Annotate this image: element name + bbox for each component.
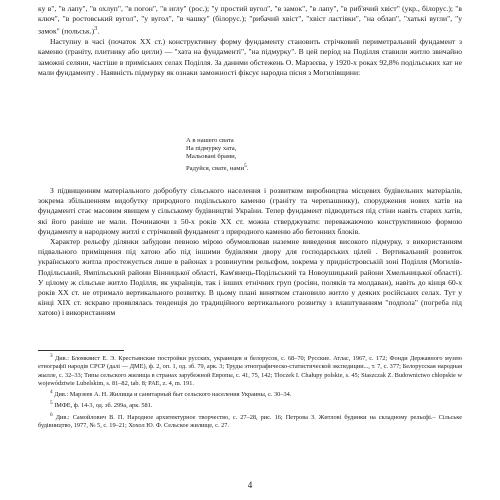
- footnote-6: $^6$ Див.: Самойлович В. П. Народное архитектурное творчество, с. 27–28, рис. 16; Петрова З. Житлові будинки на складному рельєфі.– Сільське будівництво, 1977, № 5, с. 19–21; Хохол Ю. Ф. Сельское жилище, с. 27.: [38, 411, 463, 429]
- page-number: 4: [247, 480, 253, 490]
- verse-line: Мальовані брами,: [186, 153, 237, 161]
- verse-line: А в нашего свата: [186, 137, 234, 144]
- verse-line: Радуйся, свате, нами$^5$.: [186, 162, 249, 172]
- paragraph-foundation: Наступну в часі (початок XX ст.) конструктивну форму фундаменту становить стрічковий периметральний фундамент з каменю (граніту, плитнику або цегли) — "хата на фундаменті", "на підмурку". В цей період на Поділля ставили житло звичайно заможні селяни, частіше в приміських селах Поділля. За даними обстежень О. Марзєєва, у 1920-х роках 92,8% подільських хат не мали фундаменту . Наявність підмурку як ознаки заможності фіксує народна пісня з Могилівщини:: [38, 37, 462, 77]
- footnotes: [38, 352, 462, 430]
- paragraph-continued: ку в", "в лапу", "в охлуп", "в погон", "в иглу" (рос.); "у простий вугол", "в замок", "в лапу", "в риб'ячий хвіст" (укр., білорус.); "в ключ", "в ростовський вугол", "у вугол", "в чашку" (білорус.); "рибачий хвіст", "хвіст ластівки", "на облап", "хатькі вугли", "у замок" (польськ.)$^3$.: [38, 4, 462, 36]
- verse-line: На підмурку хата,: [186, 145, 237, 153]
- paragraph-relief: Характер рельєфу ділянки забудови певною мірою обумовлював наземне виведення високого підмурку, з використанням підвального приміщення під хатою або під іншими будівлями двору для господарських цілей . Вертикальний розвиток українського житла простежується лише в районах з розвинутим рельєфом, зокрема у придністровській зоні Поділля (Могилів-Подільський, Ямпільський райони Вінницької області, Кам'янець-Подільський та Новоушицький райони Хмельницької області). У цілому ж сільське житло Поділля, як українців, так і інших етнічних груп (росіян, поляків та молдаван), навіть до кінця 60-х років XX ст. не отримало вертикального розвитку. В цьому плані винятком становило житло у деяких російських селах. Тут у кінці XIX ст. яскраво проявлялась тенденція до традиційного вертикального розвитку з влаштуванням "подпола" (погреба під хатою) і використанням: [38, 237, 462, 318]
- footnote-divider: [38, 350, 124, 351]
- folk-song-quote: [186, 137, 386, 173]
- body-text-top: [38, 4, 462, 78]
- paragraph-welfare: З підвищенням матеріального добробуту сільського населення і розвитком виробництва місцевих будівельних матеріалів, зокрема збільшенням видобутку природного подільського каменю (граніту та черепашнику), спорудження нових хатів на фундаменті стає масовим явищем у сільському будівництві України. Тепер фундамент підводиться під стіни навіть старих хатів, які його раніше не мали. Починаючи з 50-х років XX ст. можна стверджувати: переважаючою конструктивною формою фундаменту в народному житлі є стрічковий фундамент з природного каменю або бетонних блоків.: [38, 186, 462, 236]
- body-text-bottom: [38, 186, 462, 319]
- footnote-4: $^4$ Див.: Марзеев А. Н. Жилища и санитарный быт сельского населения Украины, с. 30–34.: [50, 388, 292, 398]
- footnote-5: $^5$ ІМФЕ, ф. 14-3, од. зб. 299а, арк. 581.: [50, 400, 153, 410]
- footnote-3: $^3$ Див.: Бломквист Е. Э. Крестьянские постройки русских, украинцев и белорусов, с. 68–70; Русские. Атлас, 1967, с. 172; Фонди Державного музею етнографії народів СРСР (далі — ДМЕ), ф. 2, оп. 1, од. зб. 79, арк. 3; Труды этнографическо-статистической экспедиции..., т. 7, с. 377; Белорусская народная жылле, с. 32–33; Типы сельского жилища в странах зарубежной Европы, с. 41, 75, 142; Tłoczek I. Chałupy polskie, s. 45; Staszczak Z. Budownictwo chłopskie w województwie Lubelskim, s. 81–82, tab. 8; PAE, z. 4, m. 191.: [38, 353, 462, 387]
